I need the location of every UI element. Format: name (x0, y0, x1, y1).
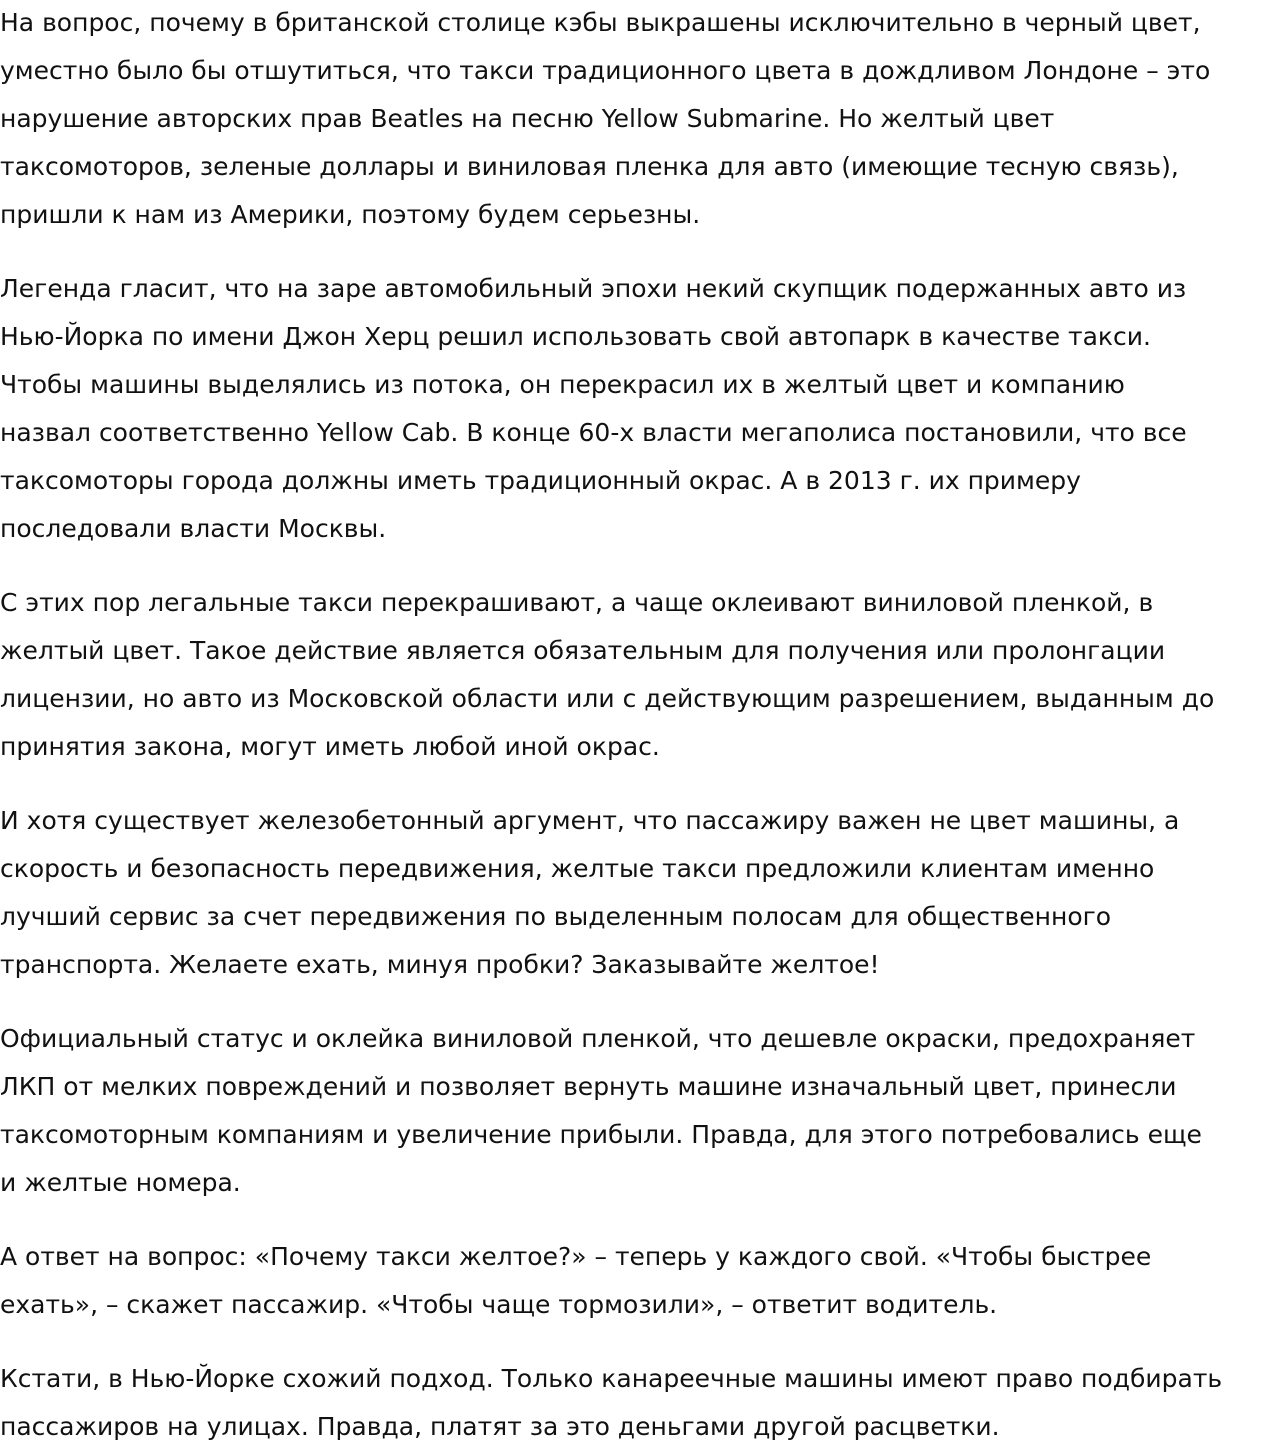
text-line: последовали власти Москвы. (0, 514, 387, 543)
text-line: Нью-Йорка по имени Джон Херц решил использовать свой автопарк в качестве такси. (0, 322, 1151, 351)
paragraph-official-status (0, 1015, 1270, 1207)
text-line: и желтые номера. (0, 1168, 241, 1197)
text-line: принятия закона, могут иметь любой иной окрас. (0, 732, 660, 761)
text-line: Легенда гласит, что на заре автомобильный эпохи некий скупщик подержанных авто из (0, 274, 1187, 303)
text-line: пассажиров на улицах. Правда, платят за это деньгами другой расцветки. (0, 1412, 1000, 1441)
text-line: Официальный статус и оклейка виниловой пленкой, что дешевле окраски, предохраняет (0, 1024, 1196, 1053)
text-line: ехать», – скажет пассажир. «Чтобы чаще тормозили», – ответит водитель. (0, 1290, 998, 1319)
paragraph-licensing (0, 579, 1270, 771)
paragraph-london-cabs (0, 0, 1270, 239)
paragraph-answer (0, 1233, 1270, 1329)
text-line: пришли к нам из Америки, поэтому будем серьезны. (0, 200, 701, 229)
text-line: лицензии, но авто из Московской области или с действующим разрешением, выданным до (0, 684, 1215, 713)
text-line: С этих пор легальные такси перекрашивают, а чаще оклеивают виниловой пленкой, в (0, 588, 1154, 617)
text-line: лучший сервис за счет передвижения по выделенным полосам для общественного (0, 902, 1112, 931)
text-line: таксомоторы города должны иметь традиционный окрас. А в 2013 г. их примеру (0, 466, 1081, 495)
text-line: нарушение авторских прав Beatles на песню Yellow Submarine. Но желтый цвет (0, 104, 1055, 133)
text-line: таксомоторов, зеленые доллары и виниловая пленка для авто (имеющие тесную связь), (0, 152, 1179, 181)
text-line: На вопрос, почему в британской столице кэбы выкрашены исключительно в черный цвет, (0, 8, 1201, 37)
paragraph-argument (0, 797, 1270, 989)
paragraph-new-york (0, 1355, 1270, 1451)
text-line: И хотя существует железобетонный аргумент, что пассажиру важен не цвет машины, а (0, 806, 1180, 835)
text-line: Кстати, в Нью-Йорке схожий подход. Только канареечные машины имеют право подбирать (0, 1364, 1223, 1393)
text-line: скорость и безопасность передвижения, желтые такси предложили клиентам именно (0, 854, 1155, 883)
text-line: Чтобы машины выделялись из потока, он перекрасил их в желтый цвет и компанию (0, 370, 1125, 399)
text-line: таксомоторным компаниям и увеличение прибыли. Правда, для этого потребовались еще (0, 1120, 1202, 1149)
text-line: ЛКП от мелких повреждений и позволяет вернуть машине изначальный цвет, принесли (0, 1072, 1177, 1101)
text-line: уместно было бы отшутиться, что такси традиционного цвета в дождливом Лондоне – это (0, 56, 1211, 85)
text-line: А ответ на вопрос: «Почему такси желтое?» – теперь у каждого свой. «Чтобы быстрее (0, 1242, 1152, 1271)
text-line: назвал соответственно Yellow Cab. В конце 60-х власти мегаполиса постановили, что все (0, 418, 1187, 447)
text-line: желтый цвет. Такое действие является обязательным для получения или пролонгации (0, 636, 1166, 665)
paragraph-legend (0, 265, 1270, 553)
text-line: транспорта. Желаете ехать, минуя пробки? Заказывайте желтое! (0, 950, 880, 979)
